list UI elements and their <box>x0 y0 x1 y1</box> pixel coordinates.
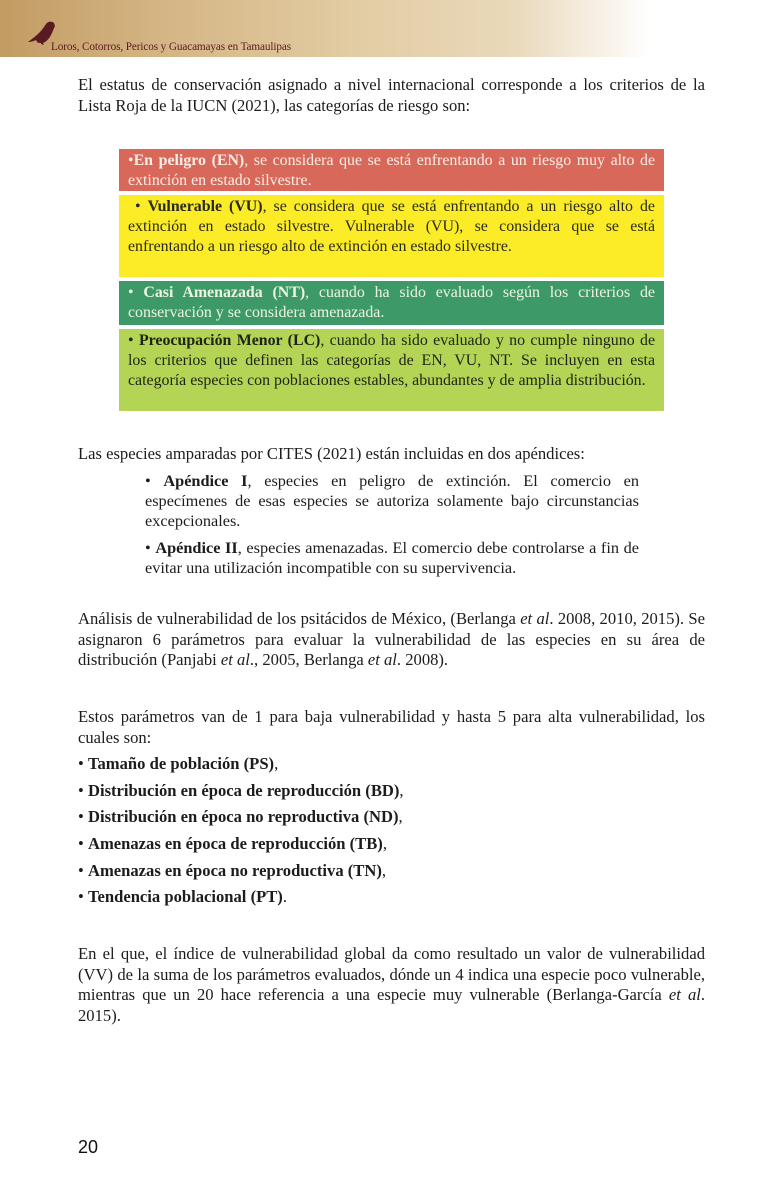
category-box-en <box>119 149 664 191</box>
bullet: • <box>78 887 84 907</box>
bullet: • <box>145 471 151 490</box>
punctuation: , <box>381 860 387 880</box>
category-description: , se considera que se está enfrentando a un riesgo muy alto de extinción en estado silvestre. <box>128 152 655 190</box>
parameters-intro-paragraph: Estos parámetros van de 1 para baja vulnerabilidad y hasta 5 para alta vulnerabilidad, los cuales son: <box>78 707 705 747</box>
bullet: • <box>78 807 84 827</box>
text-run: . 2008, 2010, 2015). Se asignaron 6 parámetros para evaluar la vulnerabilidad de las especies en su área de distribución (Panjabi <box>78 609 706 670</box>
iucn-category-boxes <box>119 149 664 415</box>
parameter-item <box>78 886 578 913</box>
appendix-name: Apéndice II <box>155 538 238 557</box>
cites-appendix-ii <box>145 538 639 578</box>
category-box-vu <box>119 195 664 277</box>
appendix-description: , especies en peligro de extinción. El comercio en especímenes de esas especies se autoriza solamente bajo circunstancias excepcionales. <box>145 471 639 530</box>
running-header-title: Loros, Cotorros, Pericos y Guacamayas en Tamaulipas <box>51 41 291 53</box>
et-al: et al <box>367 650 397 670</box>
cites-appendix-i <box>145 471 639 531</box>
parameter-item <box>78 780 578 807</box>
parameter-name: Distribución en época no reproductiva (ND) <box>87 807 399 827</box>
text-run: . 2015). <box>78 985 706 1025</box>
appendix-description: , especies amenazadas. El comercio debe controlarse a fin de evitar una utilización incompatible con su supervivencia. <box>145 538 639 577</box>
parameter-name: Amenazas en época de reproducción (TB) <box>87 834 383 854</box>
parameter-item <box>78 753 578 780</box>
et-al: et al <box>668 985 701 1005</box>
category-name: En peligro (EN) <box>133 152 245 169</box>
text-run: . 2008). <box>396 650 449 670</box>
category-description: , se considera que se está enfrentando a un riesgo alto de extinción en estado silvestre. Vulnerable (VU), se considera que se está enfrentando a un riesgo alto de extinción en estado silvestre. <box>128 198 655 256</box>
page-number: 20 <box>78 1137 99 1157</box>
text-run: En el que, el índice de vulnerabilidad global da como resultado un valor de vulnerabilidad (VV) de la suma de los parámetros evaluados, dónde un 4 indica una especie poco vulnerable, mientras que un 20 hace referencia a una especie muy vulnerable (Berlanga-García <box>78 944 705 1005</box>
vulnerability-index-paragraph <box>78 944 705 1026</box>
page-header <box>0 0 783 57</box>
parameter-name: Distribución en época de reproducción (BD) <box>87 780 400 800</box>
bullet: • <box>78 860 84 880</box>
parameter-list <box>78 753 578 913</box>
punctuation: , <box>399 780 404 800</box>
category-box-nt <box>119 281 664 325</box>
bullet: • <box>78 834 84 854</box>
punctuation: , <box>398 807 403 827</box>
punctuation: , <box>274 754 279 773</box>
intro-paragraph: El estatus de conservación asignado a nivel internacional corresponde a los criterios de la Lista Roja de la IUCN (2021), las categorías de riesgo son: <box>78 75 705 115</box>
parameter-name: Amenazas en época no reproductiva (TN) <box>87 860 382 880</box>
parameter-item <box>78 833 578 860</box>
category-description: , cuando ha sido evaluado y no cumple ninguno de los criterios que definen las categorías de EN, VU, NT. Se incluyen en esta categoría especies con poblaciones estables, abundantes y de amplia distribución. <box>128 332 655 390</box>
parameter-name: Tamaño de población (PS) <box>87 754 275 773</box>
et-al: et al <box>220 650 250 670</box>
punctuation: , <box>382 834 387 854</box>
cites-intro: Las especies amparadas por CITES (2021) están incluidas en dos apéndices: <box>78 444 585 463</box>
text-run: ., 2005, Berlanga <box>249 650 368 670</box>
punctuation: . <box>282 887 287 907</box>
parameter-name: Tendencia poblacional (PT) <box>87 887 283 907</box>
bullet: • <box>128 332 134 349</box>
bullet: • <box>128 152 134 169</box>
bullet: • <box>78 754 84 773</box>
category-name: Preocupación Menor (LC) <box>138 332 321 349</box>
cites-appendix-list <box>145 471 639 585</box>
bullet: • <box>128 284 134 301</box>
category-name: Vulnerable (VU) <box>147 198 263 215</box>
bullet: • <box>78 780 84 800</box>
vulnerability-analysis-paragraph <box>78 609 705 671</box>
bullet: • <box>145 538 151 557</box>
category-name: Casi Amenazada (NT) <box>143 284 306 301</box>
text-run: Análisis de vulnerabilidad de los psitácidos de México, (Berlanga <box>78 609 521 628</box>
et-al: et al <box>520 609 550 628</box>
category-description: , cuando ha sido evaluado según los criterios de conservación y se considera amenazada. <box>128 284 655 322</box>
parameter-item <box>78 860 578 887</box>
category-box-lc <box>119 329 664 411</box>
parameter-item <box>78 806 578 833</box>
bullet: • <box>135 198 141 215</box>
appendix-name: Apéndice I <box>163 471 248 490</box>
